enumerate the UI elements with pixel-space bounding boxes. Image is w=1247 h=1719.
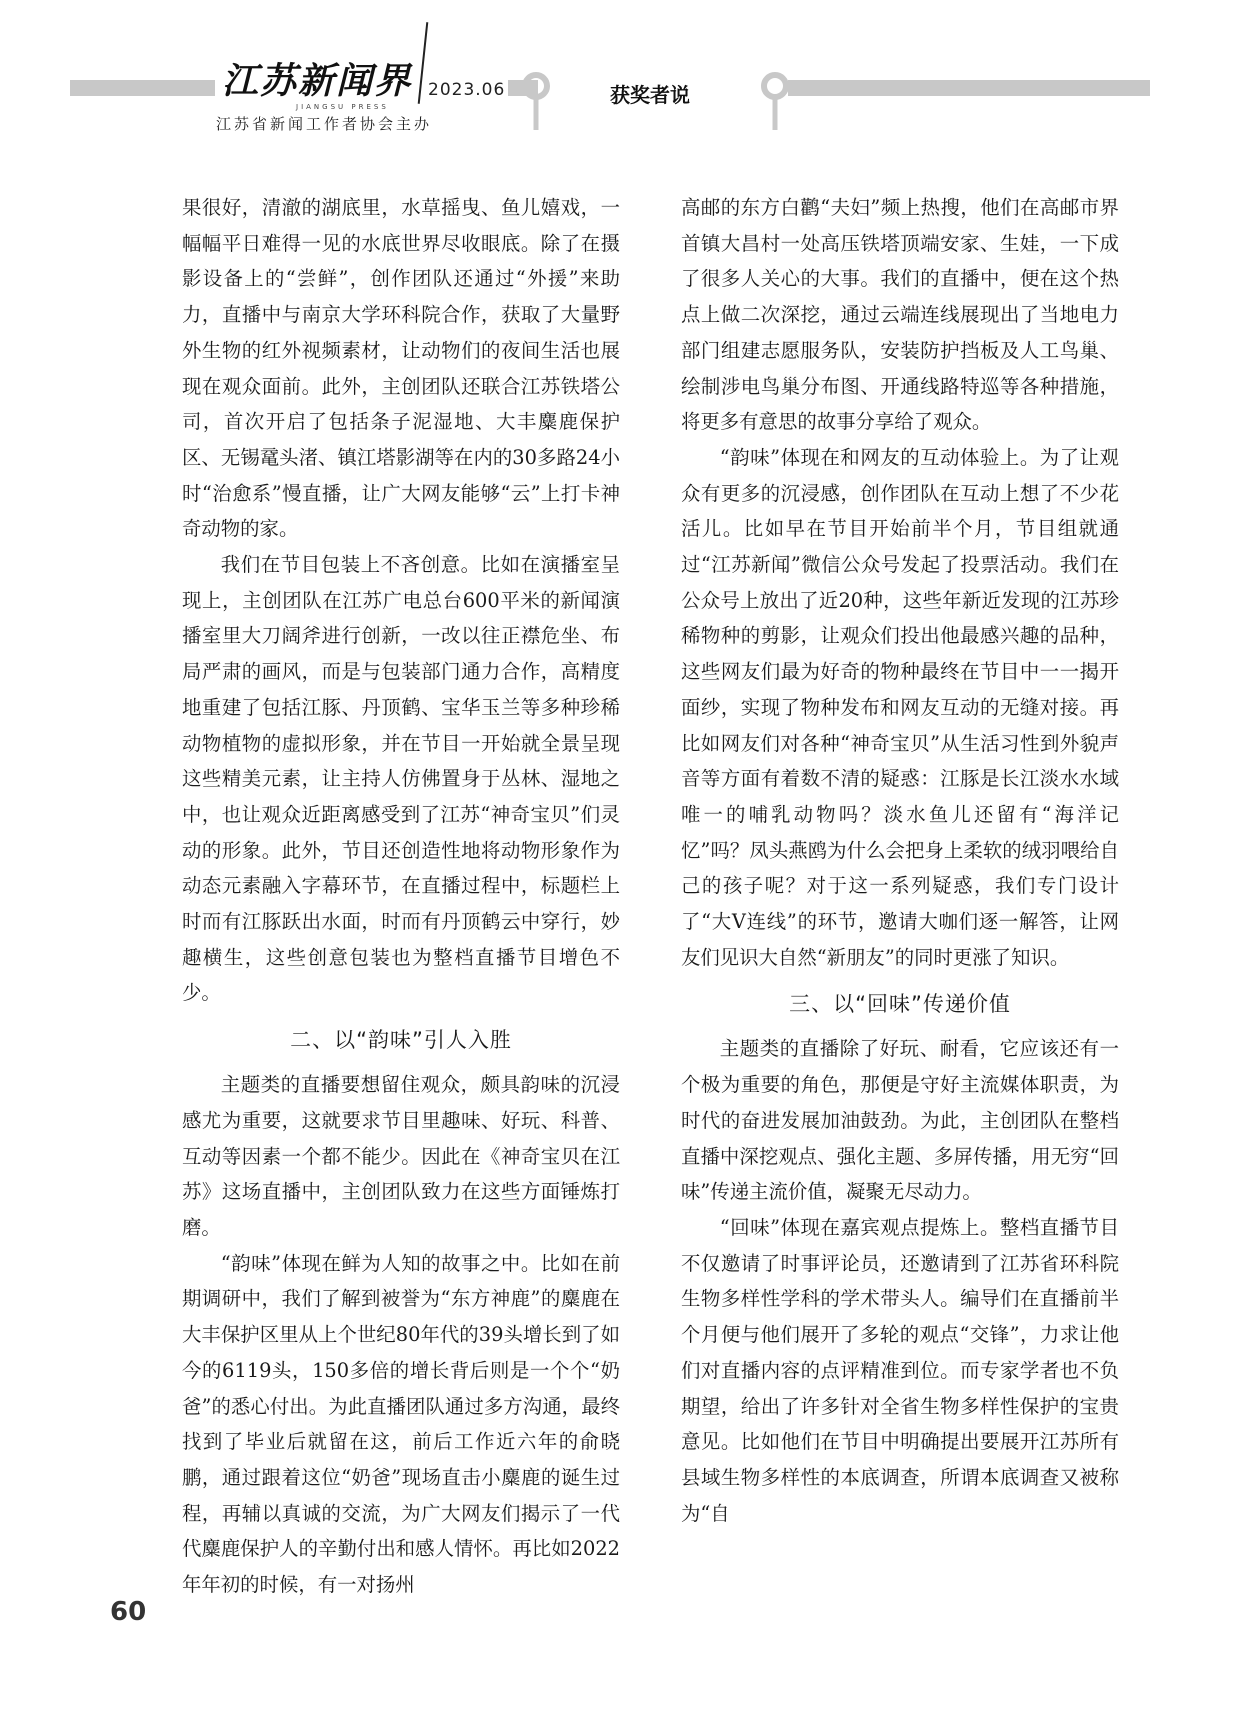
paragraph: 主题类的直播要想留住观众，颇具韵味的沉浸感尤为重要，这就要求节目里趣味、好玩、科普、互动等因素一个都不能少。因此在《神奇宝贝在江苏》这场直播中，主创团队致力在这些方面锤炼打磨。: [182, 1073, 620, 1239]
masthead-title: 江苏新闻界: [222, 61, 413, 102]
header-divider: [418, 22, 429, 104]
page-number: 60: [110, 1597, 147, 1627]
paragraph: 我们在节目包装上不吝创意。比如在演播室呈现上，主创团队在江苏广电总台600平米的新闻演播室里大刀阔斧进行创新，一改以往正襟危坐、布局严肃的画风，而是与包装部门通力合作，高精度地重建了包括江豚、丹顶鹤、宝华玉兰等多种珍稀动物植物的虚拟形象，并在节目一开始就全景呈现这些精美元素，让主持人仿佛置身于丛林、湿地之中，也让观众近距离感受到了江苏“神奇宝贝”们灵动的形象。此外，节目还创造性地将动物形象作为动态元素融入字幕环节，在直播过程中，标题栏上时而有江豚跃出水面，时而有丹顶鹤云中穿行，妙趣横生，这些创意包装也为整档直播节目增色不少。: [182, 553, 620, 1005]
right-column: [681, 190, 1119, 1531]
header-bar-left: [70, 80, 215, 96]
paragraph: 高邮的东方白鹳“夫妇”频上热搜，他们在高邮市界首镇大昌村一处高压铁塔顶端安家、生娃，一下成了很多人关心的大事。我们的直播中，便在这个热点上做二次深挖，通过云端连线展现出了当地电力部门组建志愿服务队，安装防护挡板及人工鸟巢、绘制涉电鸟巢分布图、开通线路特巡等各种措施，将更多有意思的故事分享给了观众。: [681, 196, 1119, 434]
sponsor-line: 江苏省新闻工作者协会主办: [216, 115, 433, 133]
paragraph: 果很好，清澈的湖底里，水草摇曳、鱼儿嬉戏，一幅幅平日难得一见的水底世界尽收眼底。除了在摄影设备上的“尝鲜”，创作团队还通过“外援”来助力，直播中与南京大学环科院合作，获取了大量野外生物的红外视频素材，让动物们的夜间生活也展现在观众面前。此外，主创团队还联合江苏铁塔公司，首次开启了包括条子泥湿地、大丰麋鹿保护区、无锡鼋头渚、镇江塔影湖等在内的30多路24小时“治愈系”慢直播，让广大网友能够“云”上打卡神奇动物的家。: [182, 196, 620, 541]
left-column: [182, 190, 620, 1603]
header-bar-right: [788, 80, 1150, 96]
section-heading: 三、以“回味”传递价值: [789, 992, 1011, 1017]
masthead-subtitle: JIANGSU PRESS: [296, 103, 389, 111]
section-heading: 二、以“韵味”引人入胜: [290, 1028, 512, 1053]
map-pin-icon: [760, 72, 790, 132]
paragraph: “回味”体现在嘉宾观点提炼上。整档直播节目不仅邀请了时事评论员，还邀请到了江苏省环科院生物多样性学科的学术带头人。编导们在直播前半个月便与他们展开了多轮的观点“交锋”，力求让他们对直播内容的点评精准到位。而专家学者也不负期望，给出了许多针对全省生物多样性保护的宝贵意见。比如他们在节目中明确提出要展开江苏所有县域生物多样性的本底调查，所谓本底调查又被称为“自: [681, 1215, 1119, 1525]
map-pin-icon: [521, 72, 551, 132]
section-title: 获奖者说: [610, 83, 690, 107]
paragraph: “韵味”体现在鲜为人知的故事之中。比如在前期调研中，我们了解到被誉为“东方神鹿”的麋鹿在大丰保护区里从上个世纪80年代的39头增长到了如今的6119头，150多倍的增长背后则是一个个“奶爸”的悉心付出。为此直播团队通过多方沟通，最终找到了毕业后就留在这，前后工作近六年的俞晓鹏，通过跟着这位“奶爸”现场直击小麋鹿的诞生过程，再辅以真诚的交流，为广大网友们揭示了一代代麋鹿保护人的辛勤付出和感人情怀。再比如2022年年初的时候，有一对扬州: [182, 1251, 620, 1597]
paragraph: 主题类的直播除了好玩、耐看，它应该还有一个极为重要的角色，那便是守好主流媒体职责，为时代的奋进发展加油鼓劲。为此，主创团队在整档直播中深挖观点、强化主题、多屏传播，用无穷“回味”传递主流价值，凝聚无尽动力。: [681, 1037, 1119, 1204]
paragraph: “韵味”体现在和网友的互动体验上。为了让观众有更多的沉浸感，创作团队在互动上想了不少花活儿。比如早在节目开始前半个月，节目组就通过“江苏新闻”微信公众号发起了投票活动。我们在公众号上放出了近20种，这些年新近发现的江苏珍稀物种的剪影，让观众们投出他最感兴趣的品种，这些网友们最为好奇的物种最终在节目中一一揭开面纱，实现了物种发布和网友互动的无缝对接。再比如网友们对各种“神奇宝贝”从生活习性到外貌声音等方面有着数不清的疑惑：江豚是长江淡水水域唯一的哺乳动物吗？淡水鱼儿还留有“海洋记忆”吗？凤头燕鸥为什么会把身上柔软的绒羽喂给自己的孩子呢？对于这一系列疑惑，我们专门设计了“大V连线”的环节，邀请大咖们逐一解答，让网友们见识大自然“新朋友”的同时更涨了知识。: [681, 445, 1119, 969]
issue-number: 2023.06: [428, 80, 506, 100]
